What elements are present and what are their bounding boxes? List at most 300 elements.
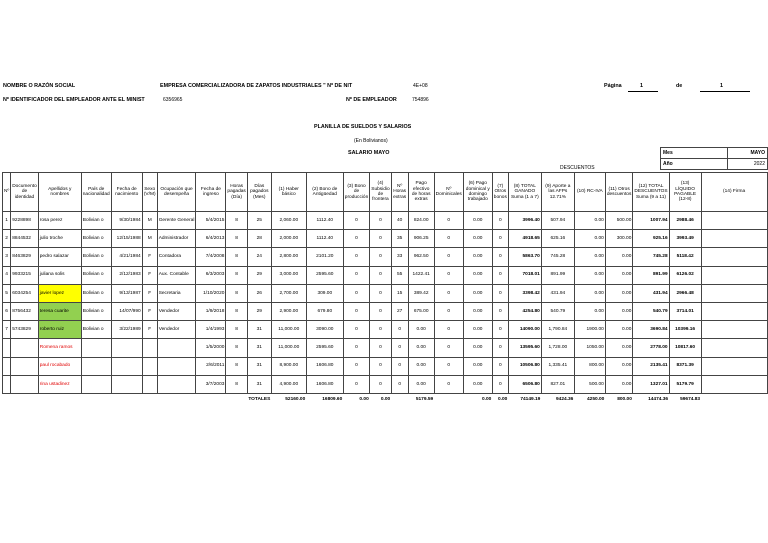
cell-firma [701, 339, 767, 357]
cell-n: 1 [3, 212, 11, 230]
cell-ingreso: 1/10/2020 [196, 284, 226, 302]
table-row [3, 302, 768, 320]
cell-n-horas: 27 [391, 302, 408, 320]
total-otros-desc: 800.00 [617, 396, 632, 402]
cell-nac: 9/30/1984 [111, 212, 142, 230]
cell-bono-ant: 2101.20 [306, 248, 343, 266]
cell-otros-desc: 0.00 [605, 266, 633, 284]
cell-sexo: F [142, 248, 157, 266]
total-empty [434, 393, 463, 405]
cell-horas: 8 [226, 266, 247, 284]
cell-n-horas: 0 [391, 375, 408, 393]
cell-n-horas: 0 [391, 357, 408, 375]
cell-ci [11, 357, 39, 375]
cell-afp: 540.79 [541, 302, 574, 320]
cell-total-desc: 745.28 [633, 248, 669, 266]
cell-total-desc: 1327.01 [633, 375, 669, 393]
cell-firma [701, 321, 767, 339]
cell-sexo: M [142, 230, 157, 248]
cell-liquido: 5118.42 [669, 248, 701, 266]
id-empleador-label: Nº IDENTIFICADOR DEL EMPLEADOR ANTE EL MINIST [3, 97, 145, 103]
cell-bono-ant: 1606.80 [306, 375, 343, 393]
cell-afp: 431.94 [541, 284, 574, 302]
mes-value: MAYO [728, 148, 768, 159]
cell-otros-desc: 0.00 [605, 321, 633, 339]
cell-ci [11, 339, 39, 357]
cell-otros-desc: 500.00 [605, 212, 633, 230]
cell-nombre: julio troche [38, 230, 81, 248]
cell-afp: 745.28 [541, 248, 574, 266]
column-header: Documento de identidad [11, 173, 39, 212]
total-total-desc: 14474.36 [648, 396, 669, 402]
cell-sexo: M [142, 212, 157, 230]
cell-pago-horas: 962.50 [408, 248, 434, 266]
cell-pago-dom: 0.00 [463, 284, 492, 302]
cell-dias: 28 [247, 230, 271, 248]
anio-value: 2022 [728, 159, 768, 170]
cell-ingreso: 1/9/2018 [196, 302, 226, 320]
cell-haber: 2,800.00 [271, 248, 306, 266]
cell-otros-desc: 0.00 [605, 357, 633, 375]
column-header: (10) RC-IVA [574, 173, 605, 212]
cell-sexo: F [142, 321, 157, 339]
column-header: Fecha de nacimiento [111, 173, 142, 212]
cell-bono-ant: 309.00 [306, 284, 343, 302]
cell-bono-ant: 679.80 [306, 302, 343, 320]
cell-sexo: F [142, 302, 157, 320]
cell-total-ganado: 3398.42 [508, 284, 541, 302]
cell-total-desc: 1007.94 [633, 212, 669, 230]
column-header: (14) Firma [701, 173, 767, 212]
table-row [3, 357, 768, 375]
cell-n-horas: 55 [391, 266, 408, 284]
cell-firma [701, 248, 767, 266]
cell-pais: Bolivian o [81, 266, 111, 284]
cell-ocup: Aux. Contable [157, 266, 196, 284]
table-row [3, 339, 768, 357]
cell-n-horas: 33 [391, 248, 408, 266]
cell-ingreso: 1/5/2000 [196, 339, 226, 357]
total-bono-ant: 16809.60 [322, 396, 343, 402]
pagina-value: 1 [640, 83, 643, 89]
cell-dias: 24 [247, 248, 271, 266]
cell-pago-dom: 0.00 [463, 212, 492, 230]
cell-subsidio: 0 [370, 212, 391, 230]
de-label: de [676, 83, 683, 89]
cell-bono-prod: 0 [343, 248, 369, 266]
cell-liquido: 3993.49 [669, 230, 701, 248]
cell-rciva: 0.00 [574, 302, 605, 320]
cell-n-horas: 0 [391, 321, 408, 339]
cell-bono-ant: 3090.00 [306, 321, 343, 339]
cell-bono-prod: 0 [343, 321, 369, 339]
mes-label: Mes [661, 148, 728, 159]
cell-subsidio: 0 [370, 230, 391, 248]
column-header: (6) Pago dominical y domingo trabajado [463, 173, 492, 212]
cell-subsidio: 0 [370, 321, 391, 339]
cell-pago-horas: 0.00 [408, 357, 434, 375]
num-empleador-label: Nº DE EMPLEADOR [346, 97, 397, 103]
table-row [3, 321, 768, 339]
pagina-underline [628, 91, 658, 92]
descuentos-label: DESCUENTOS [560, 165, 595, 171]
cell-ci: 6034254 [11, 284, 39, 302]
cell-bono-prod: 0 [343, 375, 369, 393]
cell-pais [81, 339, 111, 357]
cell-pais: Bolivian o [81, 212, 111, 230]
cell-ingreso: 7/4/2008 [196, 248, 226, 266]
cell-pais: Bolivian o [81, 302, 111, 320]
cell-n-horas: 40 [391, 212, 408, 230]
cell-bono-ant: 2595.60 [306, 266, 343, 284]
cell-liquido: 2966.48 [669, 284, 701, 302]
cell-horas: 8 [226, 230, 247, 248]
total-rciva: 4250.00 [587, 396, 605, 402]
salario-label: SALARIO MAYO [348, 150, 390, 156]
cell-otros-desc: 0.00 [605, 302, 633, 320]
cell-ocup: Contadora [157, 248, 196, 266]
cell-firma [701, 302, 767, 320]
empresa-name: EMPRESA COMERCIALIZADORA DE ZAPATOS INDUSTRIALES " Nº DE NIT [160, 83, 353, 89]
total-empty [157, 393, 196, 405]
cell-n: 3 [3, 248, 11, 266]
cell-pago-horas: 0.00 [408, 321, 434, 339]
mes-anio-box [660, 147, 768, 170]
column-header: (12) TOTAL DESCUENTOS Suma (9 a 11) [633, 173, 669, 212]
total-total-ganado: 74149.19 [520, 396, 541, 402]
cell-ci: 9228898 [11, 212, 39, 230]
planilla-table [2, 172, 768, 405]
cell-sexo [142, 375, 157, 393]
cell-firma [701, 284, 767, 302]
cell-nombre: rosa perez [38, 212, 81, 230]
cell-firma [701, 230, 767, 248]
cell-pago-horas: 906.25 [408, 230, 434, 248]
cell-liquido: 5179.79 [669, 375, 701, 393]
cell-nombre: paul rocabado [38, 357, 81, 375]
table-body [3, 212, 768, 405]
cell-liquido: 3714.01 [669, 302, 701, 320]
total-label: TOTALES [248, 396, 271, 402]
total-bono-prod: 0.00 [359, 396, 369, 402]
cell-rciva: 0.00 [574, 230, 605, 248]
total-empty [701, 393, 767, 405]
cell-total-desc: 431.94 [633, 284, 669, 302]
column-header: (11) Otros descuentos [605, 173, 633, 212]
cell-ocup: Vendedor [157, 302, 196, 320]
cell-haber: 4,900.00 [271, 375, 306, 393]
cell-otros-bonos: 0 [492, 321, 508, 339]
total-empty [226, 393, 247, 405]
cell-total-ganado: 3996.40 [508, 212, 541, 230]
cell-n-horas: 15 [391, 284, 408, 302]
cell-rciva: 0.00 [574, 212, 605, 230]
cell-horas: 8 [226, 357, 247, 375]
cell-ci: 9933215 [11, 266, 39, 284]
column-header: (2) Bono de Antigüedad [306, 173, 343, 212]
cell-horas: 8 [226, 321, 247, 339]
cell-n: 7 [3, 321, 11, 339]
cell-ocup: Vendedor [157, 321, 196, 339]
column-header: Nº Horas extras [391, 173, 408, 212]
cell-afp: 1,728.00 [541, 339, 574, 357]
cell-bono-prod: 0 [343, 284, 369, 302]
cell-pago-horas: 675.00 [408, 302, 434, 320]
nit-value: 4E+08 [413, 83, 428, 89]
cell-sexo [142, 357, 157, 375]
cell-n [3, 339, 11, 357]
cell-n [3, 357, 11, 375]
cell-rciva: 0.00 [574, 284, 605, 302]
cell-nac [111, 339, 142, 357]
cell-n-dom: 0 [434, 266, 463, 284]
num-empleador-value: 754896 [412, 97, 429, 103]
cell-liquido: 6126.02 [669, 266, 701, 284]
cell-haber: 11,000.00 [271, 321, 306, 339]
cell-nac: 2/12/1983 [111, 266, 142, 284]
bolivianos-subtitle: (En Bolivianos) [354, 138, 388, 144]
cell-ingreso: 6/4/2013 [196, 230, 226, 248]
cell-total-ganado: 14090.00 [508, 321, 541, 339]
table-row [3, 284, 768, 302]
cell-rciva: 500.00 [574, 375, 605, 393]
cell-sexo: F [142, 266, 157, 284]
total-haber: 52160.00 [285, 396, 306, 402]
cell-n-dom: 0 [434, 284, 463, 302]
cell-total-desc: 3690.84 [633, 321, 669, 339]
cell-horas: 8 [226, 284, 247, 302]
cell-dias: 31 [247, 357, 271, 375]
cell-sexo [142, 339, 157, 357]
cell-nombre: teresa cuarite [38, 302, 81, 320]
cell-ci: 8844532 [11, 230, 39, 248]
cell-haber: 2,900.00 [271, 302, 306, 320]
column-header: Pago efectivo de horas extras [408, 173, 434, 212]
column-header: Horas pagadas (Día) [226, 173, 247, 212]
cell-nac: 3/22/1989 [111, 321, 142, 339]
cell-bono-ant: 1112.40 [306, 212, 343, 230]
column-header: (1) Haber básico [271, 173, 306, 212]
cell-rciva: 1900.00 [574, 321, 605, 339]
cell-afp: 891.99 [541, 266, 574, 284]
cell-subsidio: 0 [370, 284, 391, 302]
cell-rciva: 0.00 [574, 248, 605, 266]
cell-pais: Bolivian o [81, 321, 111, 339]
cell-total-ganado: 10506.80 [508, 357, 541, 375]
table-row [3, 375, 768, 393]
cell-nac: 12/15/1988 [111, 230, 142, 248]
cell-liquido: 10399.16 [669, 321, 701, 339]
cell-nac: 14/07/990 [111, 302, 142, 320]
cell-rciva: 0.00 [574, 266, 605, 284]
cell-rciva: 1050.00 [574, 339, 605, 357]
cell-nombre: juliana solis [38, 266, 81, 284]
anio-label: Año [661, 159, 728, 170]
cell-dias: 26 [247, 284, 271, 302]
cell-pais [81, 357, 111, 375]
cell-otros-desc: 0.00 [605, 339, 633, 357]
cell-dias: 31 [247, 321, 271, 339]
cell-n-dom: 0 [434, 230, 463, 248]
cell-n [3, 375, 11, 393]
cell-firma [701, 375, 767, 393]
column-header: Nº [3, 173, 11, 212]
total-empty [391, 393, 408, 405]
cell-horas: 8 [226, 212, 247, 230]
cell-bono-prod: 0 [343, 339, 369, 357]
cell-horas: 8 [226, 302, 247, 320]
cell-afp: 1,790.84 [541, 321, 574, 339]
cell-pais: Bolivian o [81, 248, 111, 266]
column-header-row [3, 173, 768, 212]
cell-pago-dom: 0.00 [463, 266, 492, 284]
cell-dias: 31 [247, 375, 271, 393]
cell-nombre: javier lopez [38, 284, 81, 302]
cell-total-ganado: 4918.65 [508, 230, 541, 248]
id-empleador-value: 6356965 [163, 97, 183, 103]
cell-ingreso: 6/3/2003 [196, 266, 226, 284]
cell-subsidio: 0 [370, 248, 391, 266]
column-header: Días pagados (Mes) [247, 173, 271, 212]
cell-total-ganado: 4254.80 [508, 302, 541, 320]
column-header: (7) Otros bonos [492, 173, 508, 212]
cell-n-dom: 0 [434, 357, 463, 375]
cell-otros-bonos: 0 [492, 375, 508, 393]
cell-haber: 8,900.00 [271, 357, 306, 375]
cell-nac: 4/21/1984 [111, 248, 142, 266]
cell-pago-dom: 0.00 [463, 375, 492, 393]
cell-otros-bonos: 0 [492, 230, 508, 248]
cell-pago-horas: 0.00 [408, 339, 434, 357]
razon-social-label: NOMBRE O RAZÓN SOCIAL [3, 83, 76, 89]
cell-pago-dom: 0.00 [463, 230, 492, 248]
cell-ci [11, 375, 39, 393]
column-header: (3) Bono de producción [343, 173, 369, 212]
cell-dias: 29 [247, 302, 271, 320]
cell-total-desc: 540.79 [633, 302, 669, 320]
cell-pais: Bolivian o [81, 230, 111, 248]
column-header: País de nacionalidad [81, 173, 111, 212]
cell-n: 2 [3, 230, 11, 248]
cell-ci: 8463829 [11, 248, 39, 266]
cell-nombre: roberto ruiz [38, 321, 81, 339]
cell-otros-bonos: 0 [492, 284, 508, 302]
cell-ocup: Secretaria [157, 284, 196, 302]
cell-bono-prod: 0 [343, 230, 369, 248]
cell-bono-prod: 0 [343, 212, 369, 230]
cell-otros-desc: 0.00 [605, 284, 633, 302]
cell-afp: 827.01 [541, 375, 574, 393]
total-pago-dom: 0.00 [481, 396, 492, 402]
cell-bono-prod: 0 [343, 266, 369, 284]
cell-total-ganado: 5863.70 [508, 248, 541, 266]
cell-horas: 8 [226, 248, 247, 266]
cell-firma [701, 266, 767, 284]
cell-ingreso: 1/4/1993 [196, 321, 226, 339]
table-row [3, 248, 768, 266]
cell-horas: 8 [226, 339, 247, 357]
cell-n-dom: 0 [434, 302, 463, 320]
cell-otros-bonos: 0 [492, 248, 508, 266]
total-empty [11, 393, 39, 405]
cell-nombre: Romena ramos [38, 339, 81, 357]
cell-n-dom: 0 [434, 248, 463, 266]
cell-subsidio: 0 [370, 375, 391, 393]
column-header: Fecha de ingreso [196, 173, 226, 212]
cell-pago-dom: 0.00 [463, 357, 492, 375]
column-header: Nº Dominicales [434, 173, 463, 212]
total-afp: 9424.36 [556, 396, 574, 402]
cell-haber: 2,700.00 [271, 284, 306, 302]
cell-n-dom: 0 [434, 375, 463, 393]
cell-otros-bonos: 0 [492, 357, 508, 375]
cell-subsidio: 0 [370, 266, 391, 284]
cell-ocup: Gerente General [157, 212, 196, 230]
table-row [3, 212, 768, 230]
total-empty [142, 393, 157, 405]
cell-liquido: 2988.46 [669, 212, 701, 230]
total-empty [38, 393, 81, 405]
column-header: Ocupación que desempeña [157, 173, 196, 212]
cell-haber: 2,060.00 [271, 212, 306, 230]
total-empty [111, 393, 142, 405]
total-otros-bonos: 0.00 [498, 396, 508, 402]
cell-pago-horas: 389.42 [408, 284, 434, 302]
cell-n-horas: 35 [391, 230, 408, 248]
total-empty [3, 393, 11, 405]
table-row [3, 230, 768, 248]
cell-n: 4 [3, 266, 11, 284]
cell-afp: 625.16 [541, 230, 574, 248]
cell-haber: 11,000.00 [271, 339, 306, 357]
cell-rciva: 800.00 [574, 357, 605, 375]
totals-row [3, 393, 768, 405]
cell-total-ganado: 6506.80 [508, 375, 541, 393]
cell-ingreso: 2/6/2011 [196, 357, 226, 375]
cell-firma [701, 212, 767, 230]
cell-subsidio: 0 [370, 357, 391, 375]
cell-liquido: 10817.60 [669, 339, 701, 357]
cell-dias: 29 [247, 266, 271, 284]
cell-pago-dom: 0.00 [463, 302, 492, 320]
total-empty [196, 393, 226, 405]
cell-bono-ant: 1606.80 [306, 357, 343, 375]
cell-otros-desc: 0.00 [605, 248, 633, 266]
cell-haber: 2,000.00 [271, 230, 306, 248]
cell-bono-prod: 0 [343, 357, 369, 375]
cell-firma [701, 357, 767, 375]
planilla-title: PLANILLA DE SUELDOS Y SALARIOS [314, 124, 412, 130]
total-pago-horas: 5179.59 [415, 396, 434, 402]
cell-ci: 5743829 [11, 321, 39, 339]
cell-ingreso: 5/4/2015 [196, 212, 226, 230]
cell-n: 6 [3, 302, 11, 320]
cell-ocup [157, 375, 196, 393]
cell-total-desc: 2778.00 [633, 339, 669, 357]
cell-dias: 25 [247, 212, 271, 230]
cell-otros-desc: 300.00 [605, 230, 633, 248]
cell-sexo: F [142, 284, 157, 302]
cell-pais [81, 375, 111, 393]
cell-otros-bonos: 0 [492, 212, 508, 230]
cell-pago-dom: 0.00 [463, 339, 492, 357]
cell-ocup: Administrador [157, 230, 196, 248]
cell-bono-prod: 0 [343, 302, 369, 320]
table-row [3, 266, 768, 284]
cell-otros-bonos: 0 [492, 266, 508, 284]
column-header: (13) LÍQUIDO PAGABLE (12-8) [669, 173, 701, 212]
total-liquido: 59674.83 [680, 396, 701, 402]
